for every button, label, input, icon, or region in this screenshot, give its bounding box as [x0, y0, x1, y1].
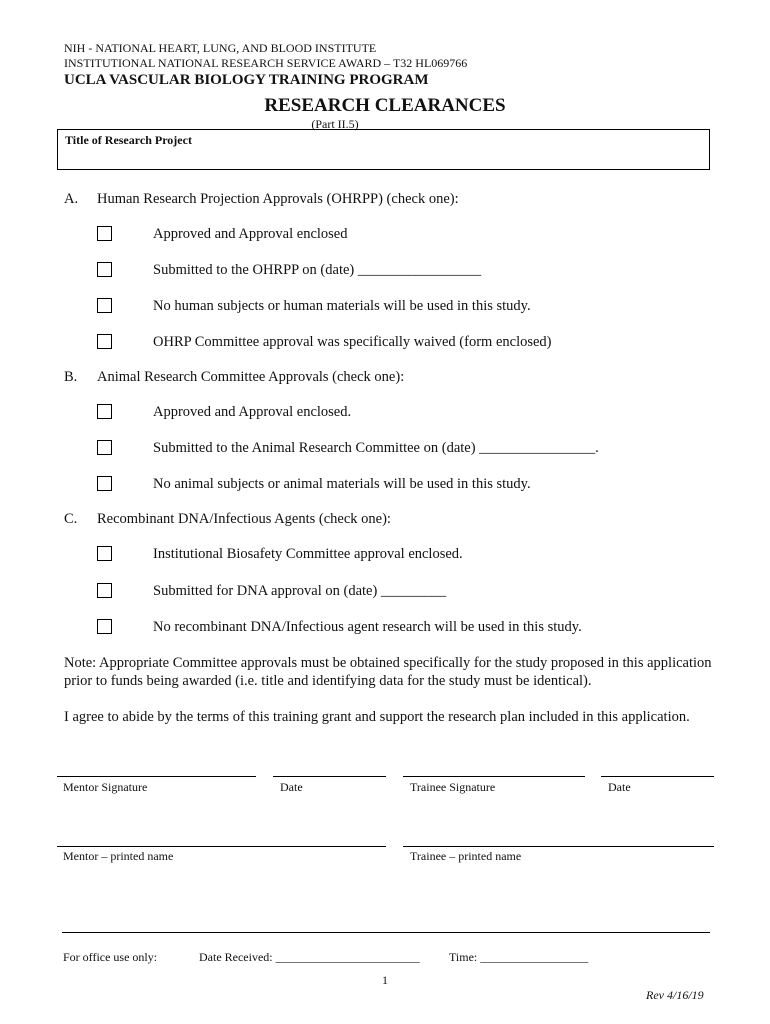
checkbox-a-waived[interactable]	[97, 334, 112, 349]
option-c-none	[0, 619, 770, 639]
option-b-approved	[0, 404, 770, 424]
option-c-approved-label: Institutional Biosafety Committee approval enclosed.	[153, 546, 463, 562]
trainee-signature-label: Trainee Signature	[410, 780, 496, 794]
option-a-submitted	[0, 262, 770, 282]
trainee-printed-name-line[interactable]	[403, 846, 714, 847]
page-number: 1	[382, 973, 388, 987]
option-a-approved	[0, 226, 770, 246]
option-a-none	[0, 298, 770, 318]
option-a-waived-label: OHRP Committee approval was specifically waived (form enclosed)	[153, 334, 552, 350]
trainee-printed-name-label: Trainee – printed name	[410, 849, 522, 863]
section-b-letter: B.	[64, 369, 78, 385]
option-b-none-label: No animal subjects or animal materials will be used in this study.	[153, 476, 531, 492]
trainee-date-label: Date	[608, 780, 631, 794]
approval-note: Note: Appropriate Committee approvals must be obtained specifically for the study proposed in this application prior to funds being awarded (i.e. title and identifying data for the study must be identical).	[64, 655, 712, 689]
checkbox-c-approved[interactable]	[97, 546, 112, 561]
trainee-signature-line[interactable]	[403, 776, 585, 777]
checkbox-c-submitted[interactable]	[97, 583, 112, 598]
section-b-title: Animal Research Committee Approvals (check one):	[97, 369, 405, 385]
mentor-date-label: Date	[280, 780, 303, 794]
option-a-waived	[0, 334, 770, 354]
option-c-submitted	[0, 583, 770, 603]
mentor-date-line[interactable]	[273, 776, 386, 777]
option-a-submitted-label: Submitted to the OHRPP on (date) _________________	[153, 262, 482, 278]
office-use-label: For office use only:	[63, 950, 158, 964]
project-title-field[interactable]	[57, 129, 710, 170]
revision-date: Rev 4/16/19	[646, 988, 704, 1002]
mentor-printed-name-label: Mentor – printed name	[63, 849, 174, 863]
date-received-field[interactable]: Date Received: ________________________	[199, 950, 420, 964]
header-program: UCLA VASCULAR BIOLOGY TRAINING PROGRAM	[64, 72, 429, 88]
agreement-text: I agree to abide by the terms of this training grant and support the research plan included in this application.	[64, 709, 690, 725]
option-b-none	[0, 476, 770, 496]
section-c-letter: C.	[64, 511, 78, 527]
option-c-submitted-label: Submitted for DNA approval on (date) _________	[153, 583, 447, 599]
checkbox-a-approved[interactable]	[97, 226, 112, 241]
office-divider	[62, 932, 710, 933]
checkbox-b-submitted[interactable]	[97, 440, 112, 455]
option-a-none-label: No human subjects or human materials will be used in this study.	[153, 298, 531, 314]
section-a-letter: A.	[64, 191, 79, 207]
checkbox-b-none[interactable]	[97, 476, 112, 491]
section-a-title: Human Research Projection Approvals (OHRPP) (check one):	[97, 191, 459, 207]
option-b-submitted	[0, 440, 770, 460]
trainee-date-line[interactable]	[601, 776, 714, 777]
option-b-approved-label: Approved and Approval enclosed.	[153, 404, 352, 420]
header-award: INSTITUTIONAL NATIONAL RESEARCH SERVICE AWARD – T32 HL069766	[64, 56, 468, 70]
page-subtitle: (Part II.5)	[311, 117, 359, 131]
mentor-signature-line[interactable]	[57, 776, 256, 777]
checkbox-a-none[interactable]	[97, 298, 112, 313]
time-field[interactable]: Time: __________________	[449, 950, 589, 964]
checkbox-a-submitted[interactable]	[97, 262, 112, 277]
option-b-submitted-label: Submitted to the Animal Research Committee on (date) ________________.	[153, 440, 599, 456]
checkbox-c-none[interactable]	[97, 619, 112, 634]
section-c-title: Recombinant DNA/Infectious Agents (check one):	[97, 511, 391, 527]
option-a-approved-label: Approved and Approval enclosed	[153, 226, 348, 242]
mentor-printed-name-line[interactable]	[57, 846, 386, 847]
mentor-signature-label: Mentor Signature	[63, 780, 148, 794]
header-institute: NIH - NATIONAL HEART, LUNG, AND BLOOD INSTITUTE	[64, 41, 377, 55]
page-title: RESEARCH CLEARANCES	[264, 95, 506, 116]
project-title-label: Title of Research Project	[65, 133, 192, 147]
option-c-approved	[0, 546, 770, 566]
option-c-none-label: No recombinant DNA/Infectious agent research will be used in this study.	[153, 619, 582, 635]
checkbox-b-approved[interactable]	[97, 404, 112, 419]
